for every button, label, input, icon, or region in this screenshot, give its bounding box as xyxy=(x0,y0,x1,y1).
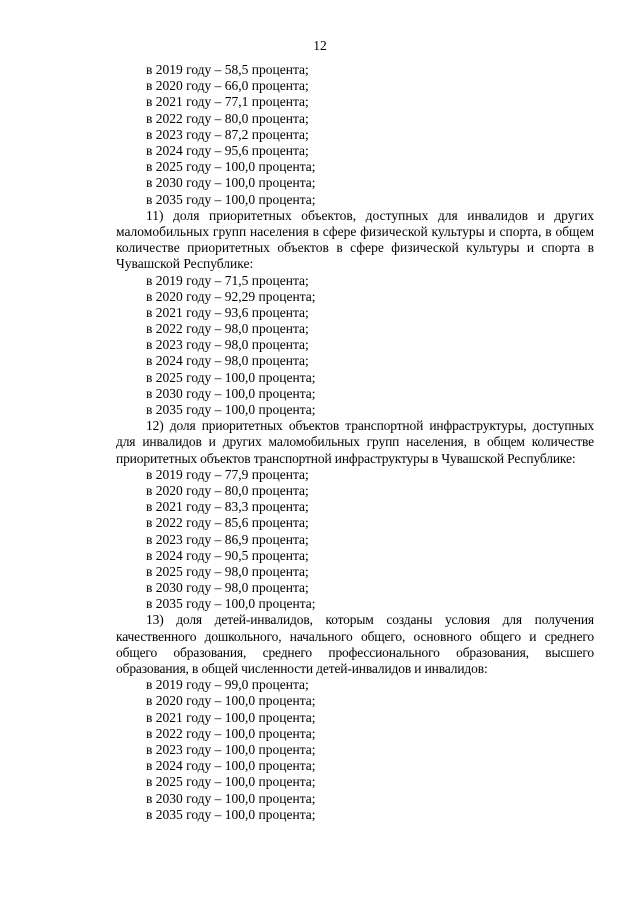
list-item: в 2023 году – 100,0 процента; xyxy=(146,742,316,758)
list-item: в 2024 году – 95,6 процента; xyxy=(146,142,309,158)
list-item: в 2030 году – 100,0 процента; xyxy=(146,790,316,806)
list-item: в 2030 году – 100,0 процента; xyxy=(146,385,316,401)
list-item: в 2021 году – 77,1 процента; xyxy=(146,94,309,110)
paragraph-indicator-11: 11) доля приоритетных объектов, доступных для инвалидов и других маломобильных групп населения в сфере физической культуры и спорта, в общем количестве приоритетных объектов в сфере физической культуры и спорта в Чувашской Республике: xyxy=(116,207,594,272)
list-item: в 2019 году – 77,9 процента; xyxy=(146,466,309,482)
indicator-list-12 xyxy=(116,467,594,613)
list-item: в 2025 году – 100,0 процента; xyxy=(146,159,316,175)
list-item: в 2022 году – 80,0 процента; xyxy=(146,110,309,126)
list-item: в 2022 году – 85,6 процента; xyxy=(146,515,309,531)
list-item: в 2020 году – 66,0 процента; xyxy=(146,78,309,94)
list-item: в 2024 году – 100,0 процента; xyxy=(146,758,316,774)
list-item: в 2022 году – 100,0 процента; xyxy=(146,725,316,741)
list-item: в 2030 году – 98,0 процента; xyxy=(146,580,309,596)
document-body xyxy=(116,62,594,823)
list-item: в 2020 году – 100,0 процента; xyxy=(146,693,316,709)
list-item: в 2025 году – 98,0 процента; xyxy=(146,563,309,579)
list-item: в 2024 году – 90,5 процента; xyxy=(146,547,309,563)
paragraph-indicator-12: 12) доля приоритетных объектов транспортной инфраструктуры, доступных для инвалидов и других маломобильных групп населения, в общем количестве приоритетных объектов транспортной инфраструктуры в Чувашской Республике: xyxy=(116,418,594,466)
list-item: в 2022 году – 98,0 процента; xyxy=(146,321,309,337)
list-item: в 2021 году – 93,6 процента; xyxy=(146,304,309,320)
list-item: в 2023 году – 98,0 процента; xyxy=(146,337,309,353)
list-item: в 2019 году – 71,5 процента; xyxy=(146,272,309,288)
list-item: в 2024 году – 98,0 процента; xyxy=(146,353,309,369)
list-item: в 2020 году – 92,29 процента; xyxy=(146,288,316,304)
list-item: в 2035 году – 100,0 процента; xyxy=(146,806,316,822)
list-item: в 2019 году – 58,5 процента; xyxy=(146,62,309,77)
list-item: в 2035 году – 100,0 процента; xyxy=(146,191,316,207)
indicator-list-10 xyxy=(116,62,594,208)
list-item: в 2021 году – 83,3 процента; xyxy=(146,499,309,515)
list-item: в 2025 году – 100,0 процента; xyxy=(146,369,316,385)
list-item: в 2023 году – 86,9 процента; xyxy=(146,531,309,547)
list-item: в 2020 году – 80,0 процента; xyxy=(146,482,309,498)
paragraph-indicator-13: 13) доля детей-инвалидов, которым созданы условия для получения качественного дошкольного, начального общего, основного общего и среднего общего образования, среднего профессионального образования, высшего образования, в общей численности детей-инвалидов и инвалидов: xyxy=(116,612,594,677)
list-item: в 2025 году – 100,0 процента; xyxy=(146,774,316,790)
indicator-list-13 xyxy=(116,677,594,823)
list-item: в 2019 году – 99,0 процента; xyxy=(146,677,309,693)
list-item: в 2035 году – 100,0 процента; xyxy=(146,596,316,612)
list-item: в 2030 году – 100,0 процента; xyxy=(146,175,316,191)
page-number: 12 xyxy=(313,38,327,53)
indicator-list-11 xyxy=(116,273,594,419)
list-item: в 2035 году – 100,0 процента; xyxy=(146,402,316,417)
list-item: в 2021 году – 100,0 процента; xyxy=(146,709,316,725)
list-item: в 2023 году – 87,2 процента; xyxy=(146,126,309,142)
